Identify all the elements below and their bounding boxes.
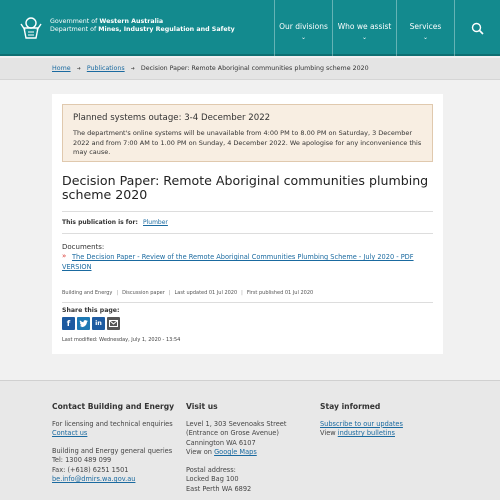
brand-line1-prefix: Government of	[50, 18, 100, 25]
alert-title: Planned systems outage: 3-4 December 2022	[73, 113, 271, 123]
audience-link-plumber[interactable]: Plumber	[143, 219, 168, 226]
nav-label: Services	[409, 22, 442, 31]
footer-general-text: Building and Energy general queries	[52, 446, 173, 455]
footer-contact-heading: Contact Building and Energy	[52, 402, 175, 411]
meta-published: First published 01 Jul 2020	[246, 290, 314, 296]
divider	[62, 211, 433, 212]
outage-alert	[62, 104, 433, 162]
footer-view-on	[186, 448, 286, 458]
meta-division: Building and Energy	[62, 290, 113, 296]
industry-bulletins-link[interactable]: industry bulletins	[337, 429, 395, 437]
breadcrumb-publications[interactable]: Publications	[86, 65, 125, 72]
subscribe-link[interactable]: Subscribe to our updates	[320, 419, 403, 428]
publication-meta: Building and Energy | Discussion paper | Last updated 01 Jul 2020 | First published 01 Jul 2020	[62, 290, 314, 296]
facebook-icon[interactable]: f	[62, 317, 75, 330]
brand-line1-bold: Western Australia	[99, 18, 164, 25]
department-brand[interactable]	[50, 18, 235, 34]
page-title: Decision Paper: Remote Aboriginal communities plumbing scheme 2020	[62, 173, 429, 202]
footer-licensing-text: For licensing and technical enquiries	[52, 419, 173, 428]
footer-postal-line: Locked Bag 100	[186, 475, 239, 483]
footer-contact	[52, 402, 174, 485]
breadcrumb-arrow-icon: ➜	[130, 66, 135, 72]
alert-body: The department's online systems will be unavailable from 4:00 PM to 8.00 PM on Saturday, 3 December 2022 and from 7:00 AM to 1.00 PM on Sunday, 4 December 2022. We apologise for any inconvenience this may cause.	[73, 129, 422, 156]
breadcrumb-current: Decision Paper: Remote Aboriginal communities plumbing scheme 2020	[140, 65, 369, 72]
meta-updated: Last updated 01 Jul 2020	[174, 290, 238, 296]
nav-label: Our divisions	[279, 22, 328, 31]
linkedin-icon[interactable]: in	[92, 317, 105, 330]
footer-visit	[186, 402, 286, 494]
wa-crest-logo[interactable]	[18, 14, 44, 40]
nav-services[interactable]	[396, 0, 454, 56]
last-modified: Last modified: Wednesday, July 1, 2020 - 13:54	[62, 337, 181, 343]
share-buttons	[62, 317, 120, 330]
brand-line2-bold: Mines, Industry Regulation and Safety	[98, 26, 235, 33]
meta-type: Discussion paper	[122, 290, 165, 296]
footer-view-bulletins	[320, 429, 403, 439]
chevron-down-icon: ⌄	[300, 34, 307, 41]
pdf-icon: »	[62, 252, 67, 260]
footer-stay-informed	[320, 402, 403, 439]
divider	[62, 302, 433, 303]
view-text: View	[320, 429, 338, 437]
chevron-down-icon: ⌄	[422, 34, 429, 41]
main-nav	[274, 0, 500, 56]
footer-postal-label: Postal address:	[186, 465, 236, 474]
footer-postal-line: East Perth WA 6892	[186, 484, 252, 493]
twitter-icon[interactable]	[77, 317, 90, 330]
publication-for-label: This publication is for:	[62, 219, 138, 226]
nav-label: Who we assist	[337, 22, 392, 31]
footer-fax: Fax: (+618) 6251 1501	[52, 465, 129, 474]
google-maps-link[interactable]: Google Maps	[214, 448, 257, 456]
chevron-down-icon: ⌄	[361, 34, 368, 41]
footer-email-link[interactable]: be.info@dmirs.wa.gov.au	[52, 475, 136, 483]
documents-label: Documents:	[62, 243, 105, 251]
nav-who-we-assist[interactable]	[332, 0, 396, 56]
divider	[62, 233, 433, 234]
footer-address-line: (Entrance on Grose Avenue)	[186, 429, 279, 437]
footer-visit-heading: Visit us	[186, 402, 218, 411]
content-panel	[52, 94, 443, 354]
breadcrumb-arrow-icon: ➜	[76, 66, 81, 72]
footer-informed-heading: Stay informed	[320, 402, 381, 411]
search-icon	[471, 22, 484, 35]
view-on-text: View on	[186, 448, 215, 456]
footer-address-line: Level 1, 303 Sevenoaks Street	[186, 419, 287, 428]
share-label: Share this page:	[62, 307, 120, 314]
contact-us-link[interactable]: Contact us	[52, 429, 88, 437]
breadcrumb-home[interactable]: Home	[52, 65, 71, 72]
brand-line2-prefix: Department of	[50, 26, 99, 33]
search-button[interactable]	[454, 0, 500, 56]
footer-tel: Tel: 1300 489 099	[52, 456, 112, 464]
email-icon[interactable]	[107, 317, 120, 330]
footer-address-line: Cannington WA 6107	[186, 438, 256, 447]
breadcrumb-bar	[0, 58, 500, 80]
site-footer	[0, 380, 500, 500]
breadcrumb	[52, 65, 369, 72]
site-header	[0, 0, 500, 56]
nav-our-divisions[interactable]	[274, 0, 332, 56]
document-download-link[interactable]: The Decision Paper - Review of the Remote Aboriginal Communities Plumbing Scheme - July 2020 - PDF VERSION	[62, 253, 414, 271]
